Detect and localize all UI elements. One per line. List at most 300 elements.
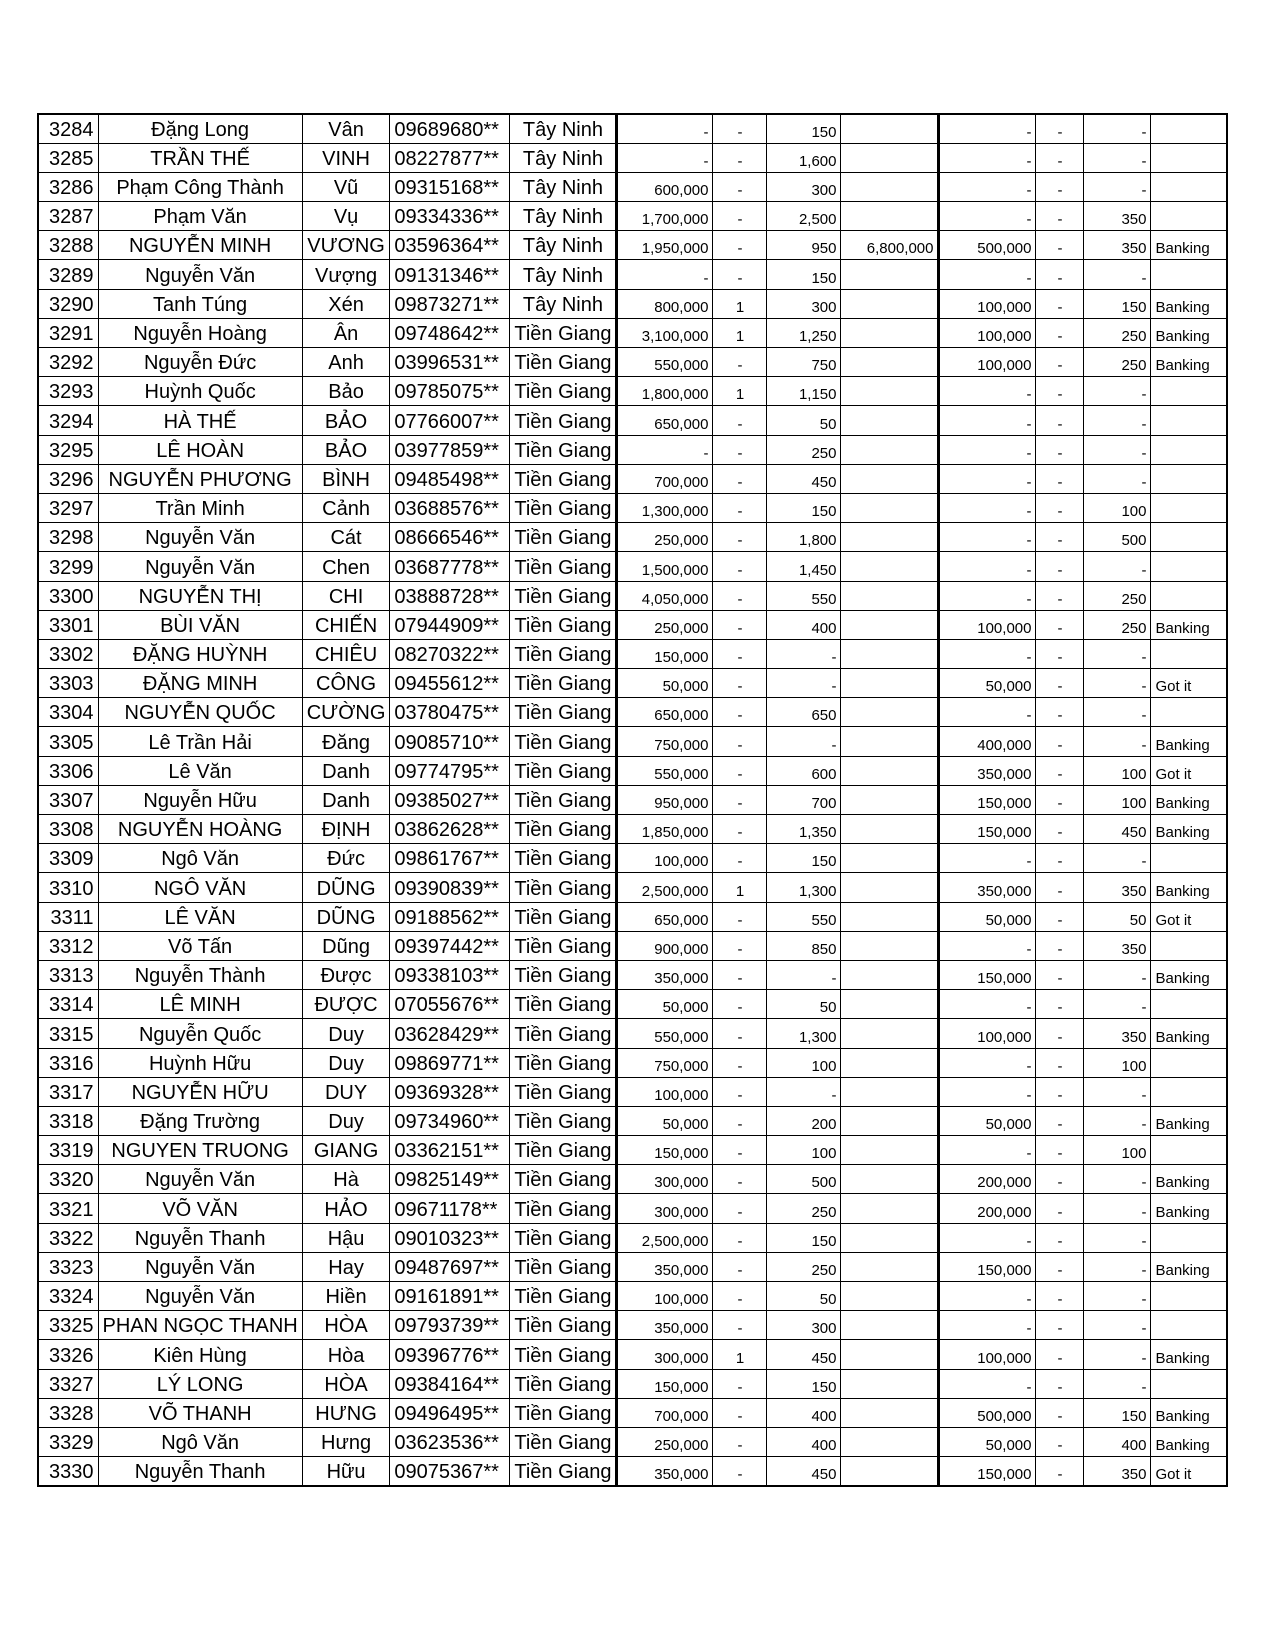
row-number: 3321 — [38, 1194, 98, 1223]
row-number: 3315 — [38, 1019, 98, 1048]
surname-cell: Đặng Long — [98, 114, 302, 143]
amount-e-cell: - — [1084, 1194, 1151, 1223]
dash-cell: - — [1036, 1311, 1084, 1340]
table-row — [38, 581, 1227, 610]
amount-b-cell: 1,300 — [767, 1019, 841, 1048]
method-cell: Banking — [1151, 348, 1227, 377]
amount-d-cell: 150,000 — [939, 785, 1036, 814]
surname-cell: NGUYỄN PHƯƠNG — [98, 464, 302, 493]
given-name-cell: Hay — [302, 1252, 390, 1281]
province-cell: Tây Ninh — [510, 289, 617, 318]
table-row — [38, 172, 1227, 201]
surname-cell: Võ Tấn — [98, 931, 302, 960]
given-name-cell: HẢO — [302, 1194, 390, 1223]
amount-d-cell: 50,000 — [939, 902, 1036, 931]
amount-c-cell — [841, 552, 939, 581]
phone-cell: 03688576** — [390, 493, 510, 522]
amount-c-cell — [841, 756, 939, 785]
province-cell: Tây Ninh — [510, 172, 617, 201]
count-cell: - — [713, 464, 767, 493]
count-cell: - — [713, 1165, 767, 1194]
table-row — [38, 639, 1227, 668]
surname-cell: NGUYỄN MINH — [98, 231, 302, 260]
phone-cell: 09671178** — [390, 1194, 510, 1223]
amount-e-cell: 250 — [1084, 318, 1151, 347]
amount-d-cell: 50,000 — [939, 1106, 1036, 1135]
method-cell: Banking — [1151, 289, 1227, 318]
amount-b-cell: 650 — [767, 698, 841, 727]
count-cell: 1 — [713, 289, 767, 318]
row-number: 3303 — [38, 669, 98, 698]
given-name-cell: HƯNG — [302, 1398, 390, 1427]
given-name-cell: Anh — [302, 348, 390, 377]
province-cell: Tiền Giang — [510, 990, 617, 1019]
amount-a-cell: 2,500,000 — [617, 873, 713, 902]
method-cell — [1151, 581, 1227, 610]
province-cell: Tây Ninh — [510, 231, 617, 260]
surname-cell: Trần Minh — [98, 493, 302, 522]
donor-table — [37, 113, 1228, 1487]
amount-a-cell: 100,000 — [617, 1282, 713, 1311]
method-cell — [1151, 464, 1227, 493]
dash-cell: - — [1036, 1369, 1084, 1398]
table-row — [38, 960, 1227, 989]
dash-cell: - — [1036, 1282, 1084, 1311]
surname-cell: Nguyễn Văn — [98, 1252, 302, 1281]
count-cell: - — [713, 727, 767, 756]
surname-cell: Ngô Văn — [98, 1427, 302, 1456]
given-name-cell: Duy — [302, 1048, 390, 1077]
dash-cell: - — [1036, 785, 1084, 814]
amount-a-cell: 3,100,000 — [617, 318, 713, 347]
province-cell: Tiền Giang — [510, 1252, 617, 1281]
amount-a-cell: 600,000 — [617, 172, 713, 201]
amount-d-cell: - — [939, 844, 1036, 873]
amount-d-cell: 500,000 — [939, 231, 1036, 260]
surname-cell: TRẦN THẾ — [98, 143, 302, 172]
amount-d-cell: - — [939, 406, 1036, 435]
province-cell: Tây Ninh — [510, 260, 617, 289]
amount-b-cell: 400 — [767, 1398, 841, 1427]
method-cell: Banking — [1151, 231, 1227, 260]
amount-b-cell: 1,250 — [767, 318, 841, 347]
amount-c-cell — [841, 1311, 939, 1340]
phone-cell: 03362151** — [390, 1136, 510, 1165]
dash-cell: - — [1036, 114, 1084, 143]
amount-a-cell: 1,500,000 — [617, 552, 713, 581]
given-name-cell: GIANG — [302, 1136, 390, 1165]
dash-cell: - — [1036, 960, 1084, 989]
given-name-cell: Cát — [302, 523, 390, 552]
given-name-cell: Ân — [302, 318, 390, 347]
method-cell: Banking — [1151, 960, 1227, 989]
row-number: 3317 — [38, 1077, 98, 1106]
method-cell: Banking — [1151, 1165, 1227, 1194]
surname-cell: NGUYỄN THỊ — [98, 581, 302, 610]
province-cell: Tiền Giang — [510, 1340, 617, 1369]
method-cell: Got it — [1151, 669, 1227, 698]
method-cell: Got it — [1151, 756, 1227, 785]
dash-cell: - — [1036, 406, 1084, 435]
amount-b-cell: 850 — [767, 931, 841, 960]
row-number: 3298 — [38, 523, 98, 552]
amount-e-cell: 450 — [1084, 815, 1151, 844]
count-cell: - — [713, 756, 767, 785]
table-row — [38, 698, 1227, 727]
amount-b-cell: 450 — [767, 464, 841, 493]
amount-d-cell: - — [939, 172, 1036, 201]
table-row — [38, 260, 1227, 289]
province-cell: Tiền Giang — [510, 1165, 617, 1194]
amount-c-cell — [841, 435, 939, 464]
dash-cell: - — [1036, 493, 1084, 522]
amount-e-cell: - — [1084, 1106, 1151, 1135]
count-cell: - — [713, 1427, 767, 1456]
amount-d-cell: 400,000 — [939, 727, 1036, 756]
given-name-cell: Hưng — [302, 1427, 390, 1456]
amount-c-cell — [841, 931, 939, 960]
given-name-cell: CHIẾN — [302, 610, 390, 639]
amount-d-cell: - — [939, 464, 1036, 493]
amount-b-cell: - — [767, 669, 841, 698]
method-cell: Banking — [1151, 785, 1227, 814]
amount-e-cell: - — [1084, 435, 1151, 464]
amount-c-cell — [841, 289, 939, 318]
surname-cell: Nguyễn Văn — [98, 1282, 302, 1311]
amount-d-cell: 100,000 — [939, 348, 1036, 377]
amount-c-cell — [841, 1019, 939, 1048]
method-cell — [1151, 1223, 1227, 1252]
amount-c-cell — [841, 610, 939, 639]
amount-a-cell: 1,300,000 — [617, 493, 713, 522]
amount-b-cell: 950 — [767, 231, 841, 260]
dash-cell: - — [1036, 1019, 1084, 1048]
province-cell: Tiền Giang — [510, 406, 617, 435]
amount-d-cell: 100,000 — [939, 1340, 1036, 1369]
surname-cell: Nguyễn Quốc — [98, 1019, 302, 1048]
amount-c-cell — [841, 202, 939, 231]
amount-c-cell — [841, 727, 939, 756]
count-cell: - — [713, 435, 767, 464]
row-number: 3291 — [38, 318, 98, 347]
table-row — [38, 815, 1227, 844]
phone-cell: 03628429** — [390, 1019, 510, 1048]
row-number: 3326 — [38, 1340, 98, 1369]
count-cell: - — [713, 931, 767, 960]
count-cell: - — [713, 1106, 767, 1135]
table-row — [38, 202, 1227, 231]
method-cell — [1151, 552, 1227, 581]
amount-c-cell — [841, 377, 939, 406]
count-cell: - — [713, 493, 767, 522]
method-cell: Banking — [1151, 1340, 1227, 1369]
row-number: 3330 — [38, 1457, 98, 1486]
table-row — [38, 902, 1227, 931]
amount-b-cell: 300 — [767, 172, 841, 201]
table-row — [38, 1194, 1227, 1223]
amount-d-cell: - — [939, 1282, 1036, 1311]
amount-b-cell: 700 — [767, 785, 841, 814]
amount-a-cell: 750,000 — [617, 1048, 713, 1077]
given-name-cell: Đăng — [302, 727, 390, 756]
amount-e-cell: 350 — [1084, 231, 1151, 260]
amount-c-cell — [841, 318, 939, 347]
province-cell: Tiền Giang — [510, 639, 617, 668]
method-cell — [1151, 143, 1227, 172]
amount-d-cell: - — [939, 698, 1036, 727]
count-cell: - — [713, 610, 767, 639]
amount-d-cell: - — [939, 581, 1036, 610]
table-row — [38, 756, 1227, 785]
amount-c-cell — [841, 143, 939, 172]
phone-cell: 03596364** — [390, 231, 510, 260]
count-cell: - — [713, 202, 767, 231]
province-cell: Tiền Giang — [510, 552, 617, 581]
row-number: 3301 — [38, 610, 98, 639]
dash-cell: - — [1036, 698, 1084, 727]
amount-d-cell: - — [939, 260, 1036, 289]
table-row — [38, 1457, 1227, 1486]
amount-b-cell: 250 — [767, 1252, 841, 1281]
phone-cell: 09873271** — [390, 289, 510, 318]
amount-b-cell: 250 — [767, 435, 841, 464]
row-number: 3299 — [38, 552, 98, 581]
amount-c-cell: 6,800,000 — [841, 231, 939, 260]
amount-c-cell — [841, 260, 939, 289]
amount-d-cell: - — [939, 114, 1036, 143]
surname-cell: Nguyễn Thanh — [98, 1223, 302, 1252]
amount-d-cell: 150,000 — [939, 815, 1036, 844]
amount-d-cell: - — [939, 990, 1036, 1019]
amount-e-cell: 350 — [1084, 873, 1151, 902]
province-cell: Tiền Giang — [510, 1019, 617, 1048]
dash-cell: - — [1036, 435, 1084, 464]
amount-a-cell: 700,000 — [617, 1398, 713, 1427]
method-cell — [1151, 202, 1227, 231]
row-number: 3289 — [38, 260, 98, 289]
given-name-cell: Hà — [302, 1165, 390, 1194]
amount-c-cell — [841, 1457, 939, 1486]
phone-cell: 03862628** — [390, 815, 510, 844]
amount-a-cell: 300,000 — [617, 1194, 713, 1223]
dash-cell: - — [1036, 727, 1084, 756]
province-cell: Tiền Giang — [510, 960, 617, 989]
given-name-cell: Bảo — [302, 377, 390, 406]
count-cell: - — [713, 1077, 767, 1106]
table-row — [38, 931, 1227, 960]
dash-cell: - — [1036, 815, 1084, 844]
amount-e-cell: 350 — [1084, 1019, 1151, 1048]
count-cell: - — [713, 698, 767, 727]
amount-e-cell: - — [1084, 1252, 1151, 1281]
amount-a-cell: 50,000 — [617, 990, 713, 1019]
amount-a-cell: 300,000 — [617, 1340, 713, 1369]
count-cell: - — [713, 990, 767, 1019]
method-cell — [1151, 377, 1227, 406]
amount-c-cell — [841, 406, 939, 435]
dash-cell: - — [1036, 844, 1084, 873]
given-name-cell: Vân — [302, 114, 390, 143]
row-number: 3295 — [38, 435, 98, 464]
province-cell: Tiền Giang — [510, 1106, 617, 1135]
amount-e-cell: - — [1084, 172, 1151, 201]
table-row — [38, 1369, 1227, 1398]
amount-a-cell: 350,000 — [617, 1457, 713, 1486]
given-name-cell: DŨNG — [302, 873, 390, 902]
amount-b-cell: 1,450 — [767, 552, 841, 581]
amount-a-cell: 550,000 — [617, 756, 713, 785]
province-cell: Tiền Giang — [510, 727, 617, 756]
province-cell: Tiền Giang — [510, 1282, 617, 1311]
given-name-cell: Hiền — [302, 1282, 390, 1311]
amount-b-cell: 1,600 — [767, 143, 841, 172]
amount-e-cell: - — [1084, 114, 1151, 143]
surname-cell: Huỳnh Hữu — [98, 1048, 302, 1077]
surname-cell: LÊ MINH — [98, 990, 302, 1019]
table-row — [38, 1282, 1227, 1311]
given-name-cell: DUY — [302, 1077, 390, 1106]
province-cell: Tiền Giang — [510, 318, 617, 347]
row-number: 3300 — [38, 581, 98, 610]
method-cell — [1151, 931, 1227, 960]
province-cell: Tiền Giang — [510, 1223, 617, 1252]
count-cell: - — [713, 581, 767, 610]
surname-cell: NGUYỄN HỮU — [98, 1077, 302, 1106]
surname-cell: VÕ THANH — [98, 1398, 302, 1427]
table-body — [38, 114, 1227, 1486]
table-row — [38, 669, 1227, 698]
row-number: 3313 — [38, 960, 98, 989]
phone-cell: 09455612** — [390, 669, 510, 698]
province-cell: Tiền Giang — [510, 1077, 617, 1106]
dash-cell: - — [1036, 669, 1084, 698]
amount-a-cell: 550,000 — [617, 348, 713, 377]
method-cell: Banking — [1151, 318, 1227, 347]
given-name-cell: Vũ — [302, 172, 390, 201]
amount-e-cell: - — [1084, 669, 1151, 698]
count-cell: - — [713, 114, 767, 143]
amount-a-cell: 1,700,000 — [617, 202, 713, 231]
row-number: 3288 — [38, 231, 98, 260]
count-cell: 1 — [713, 377, 767, 406]
amount-c-cell — [841, 902, 939, 931]
row-number: 3306 — [38, 756, 98, 785]
amount-b-cell: 400 — [767, 610, 841, 639]
province-cell: Tiền Giang — [510, 377, 617, 406]
amount-a-cell: - — [617, 435, 713, 464]
table-row — [38, 844, 1227, 873]
row-number: 3310 — [38, 873, 98, 902]
method-cell — [1151, 1136, 1227, 1165]
surname-cell: NGÔ VĂN — [98, 873, 302, 902]
given-name-cell: ĐỊNH — [302, 815, 390, 844]
amount-b-cell: 150 — [767, 493, 841, 522]
amount-c-cell — [841, 1077, 939, 1106]
phone-cell: 08270322** — [390, 639, 510, 668]
amount-c-cell — [841, 785, 939, 814]
amount-c-cell — [841, 1252, 939, 1281]
dash-cell: - — [1036, 1194, 1084, 1223]
count-cell: - — [713, 1223, 767, 1252]
amount-a-cell: - — [617, 260, 713, 289]
amount-e-cell: - — [1084, 1369, 1151, 1398]
dash-cell: - — [1036, 289, 1084, 318]
count-cell: - — [713, 1311, 767, 1340]
surname-cell: ĐẶNG HUỲNH — [98, 639, 302, 668]
amount-d-cell: 150,000 — [939, 960, 1036, 989]
dash-cell: - — [1036, 172, 1084, 201]
phone-cell: 09385027** — [390, 785, 510, 814]
amount-a-cell: 50,000 — [617, 669, 713, 698]
amount-c-cell — [841, 523, 939, 552]
given-name-cell: Cảnh — [302, 493, 390, 522]
surname-cell: Lê Trần Hải — [98, 727, 302, 756]
phone-cell: 03888728** — [390, 581, 510, 610]
amount-e-cell: - — [1084, 260, 1151, 289]
row-number: 3318 — [38, 1106, 98, 1135]
dash-cell: - — [1036, 260, 1084, 289]
amount-e-cell: 100 — [1084, 1136, 1151, 1165]
count-cell: - — [713, 143, 767, 172]
row-number: 3312 — [38, 931, 98, 960]
count-cell: - — [713, 844, 767, 873]
phone-cell: 09861767** — [390, 844, 510, 873]
table-row — [38, 435, 1227, 464]
row-number: 3302 — [38, 639, 98, 668]
dash-cell: - — [1036, 318, 1084, 347]
table-row — [38, 727, 1227, 756]
surname-cell: Lê Văn — [98, 756, 302, 785]
surname-cell: Ngô Văn — [98, 844, 302, 873]
phone-cell: 09075367** — [390, 1457, 510, 1486]
table-row — [38, 1340, 1227, 1369]
row-number: 3292 — [38, 348, 98, 377]
surname-cell: Phạm Công Thành — [98, 172, 302, 201]
table-row — [38, 377, 1227, 406]
given-name-cell: Hậu — [302, 1223, 390, 1252]
table-row — [38, 1048, 1227, 1077]
given-name-cell: Duy — [302, 1019, 390, 1048]
amount-e-cell: - — [1084, 844, 1151, 873]
amount-c-cell — [841, 873, 939, 902]
province-cell: Tiền Giang — [510, 493, 617, 522]
amount-e-cell: 250 — [1084, 610, 1151, 639]
dash-cell: - — [1036, 202, 1084, 231]
given-name-cell: Xén — [302, 289, 390, 318]
count-cell: - — [713, 1136, 767, 1165]
surname-cell: BÙI VĂN — [98, 610, 302, 639]
method-cell: Banking — [1151, 873, 1227, 902]
amount-a-cell: 800,000 — [617, 289, 713, 318]
count-cell: - — [713, 639, 767, 668]
province-cell: Tiền Giang — [510, 1398, 617, 1427]
amount-c-cell — [841, 1223, 939, 1252]
amount-a-cell: - — [617, 143, 713, 172]
amount-c-cell — [841, 493, 939, 522]
dash-cell: - — [1036, 1106, 1084, 1135]
amount-b-cell: 450 — [767, 1457, 841, 1486]
row-number: 3307 — [38, 785, 98, 814]
amount-d-cell: 100,000 — [939, 610, 1036, 639]
table-row — [38, 523, 1227, 552]
amount-d-cell: - — [939, 523, 1036, 552]
amount-e-cell: 250 — [1084, 581, 1151, 610]
amount-e-cell: 100 — [1084, 493, 1151, 522]
count-cell: - — [713, 902, 767, 931]
amount-a-cell: 350,000 — [617, 1252, 713, 1281]
surname-cell: Nguyễn Văn — [98, 260, 302, 289]
given-name-cell: DŨNG — [302, 902, 390, 931]
